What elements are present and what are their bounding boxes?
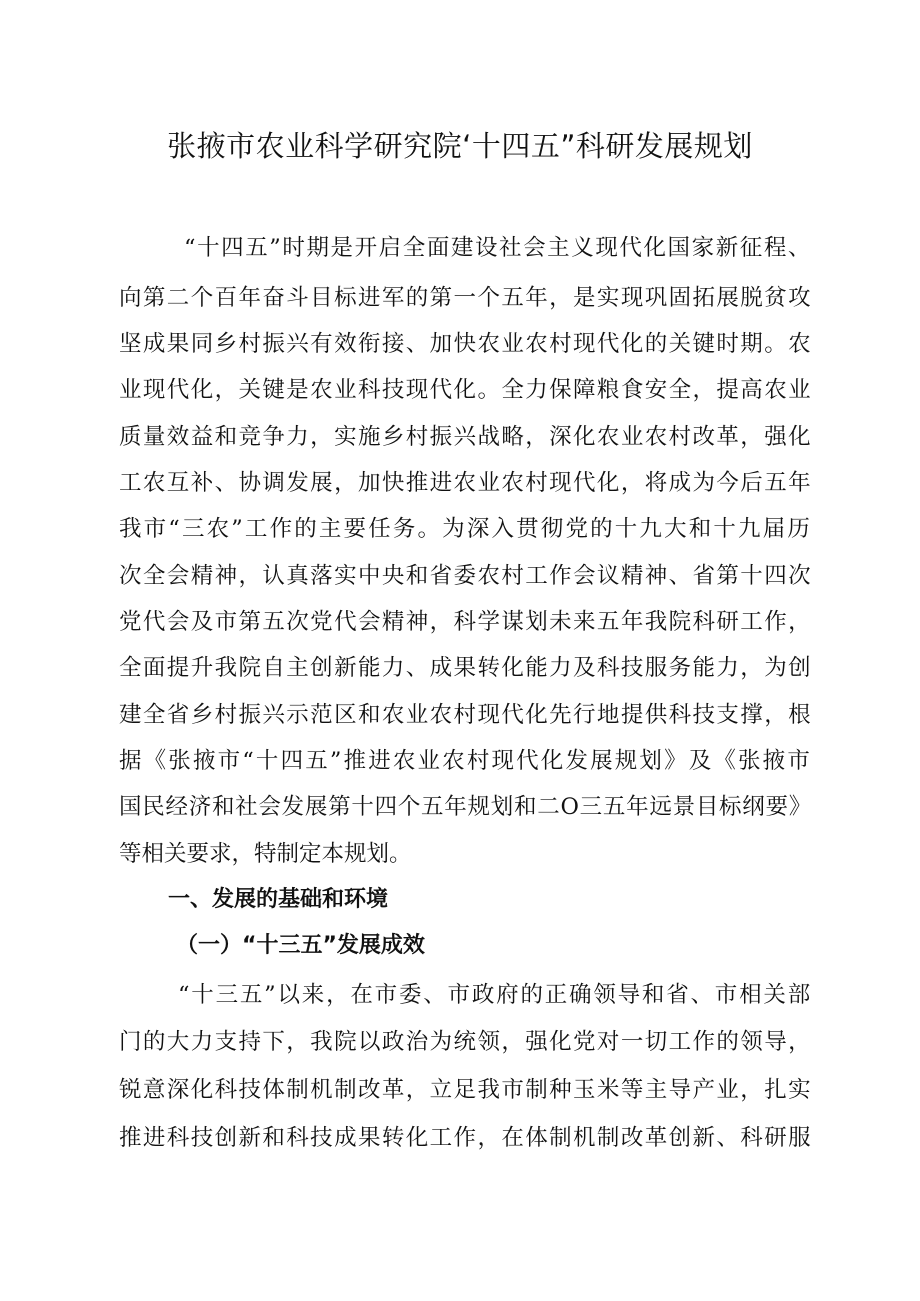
paragraph-line: 国民经济和社会发展第十四个五年规划和二O三五年远景目标纲要》 [119, 794, 812, 820]
paragraph-line: 质量效益和竞争力，实施乡村振兴战略，深化农业农村改革，强化 [119, 424, 812, 450]
subsection-heading: （一）“十三五”发展成效 [176, 933, 425, 958]
paragraph-line: “十三五”以来，在市委、市政府的正确领导和省、市相关部 [178, 982, 812, 1008]
paragraph-line: 次全会精神，认真落实中央和省委农村工作会议精神、省第十四次 [119, 563, 812, 589]
paragraph-line: 等相关要求，特制定本规划。 [119, 841, 412, 867]
paragraph-line: “十四五”时期是开启全面建设社会主义现代化国家新征程、 [184, 235, 812, 261]
paragraph-line: 工农互补、协调发展，加快推进农业农村现代化，将成为今后五年 [119, 470, 812, 496]
paragraph-line: 门的大力支持下，我院以政治为统领，强化党对一切工作的领导， [119, 1029, 812, 1055]
paragraph-line: 建全省乡村振兴示范区和农业农村现代化先行地提供科技支撑，根 [119, 702, 812, 728]
paragraph-line: 坚成果同乡村振兴有效衔接、加快农业农村现代化的关键时期。农 [119, 331, 812, 357]
paragraph-line: 向第二个百年奋斗目标进军的第一个五年，是实现巩固拓展脱贫攻 [119, 285, 812, 311]
paragraph-line: 推进科技创新和科技成果转化工作，在体制机制改革创新、科研服 [119, 1125, 812, 1151]
paragraph-line: 全面提升我院自主创新能力、成果转化能力及科技服务能力，为创 [119, 655, 812, 681]
document-title: 张掖市农业科学研究院‘十四五”科研发展规划 [167, 129, 753, 163]
paragraph-line: 我市“三农”工作的主要任务。为深入贯彻党的十九大和十九届历 [119, 516, 812, 542]
paragraph-line: 党代会及市第五次党代会精神，科学谋划未来五年我院科研工作， [119, 609, 812, 635]
paragraph-line: 业现代化，关键是农业科技现代化。全力保障粮食安全，提高农业 [119, 377, 812, 403]
section-heading: 一、发展的基础和环境 [168, 887, 389, 912]
paragraph-line: 据《张掖市“十四五”推进农业农村现代化发展规划》及《张掖市 [119, 748, 812, 774]
paragraph-line: 锐意深化科技体制机制改革，立足我市制种玉米等主导产业，扎实 [119, 1077, 812, 1103]
